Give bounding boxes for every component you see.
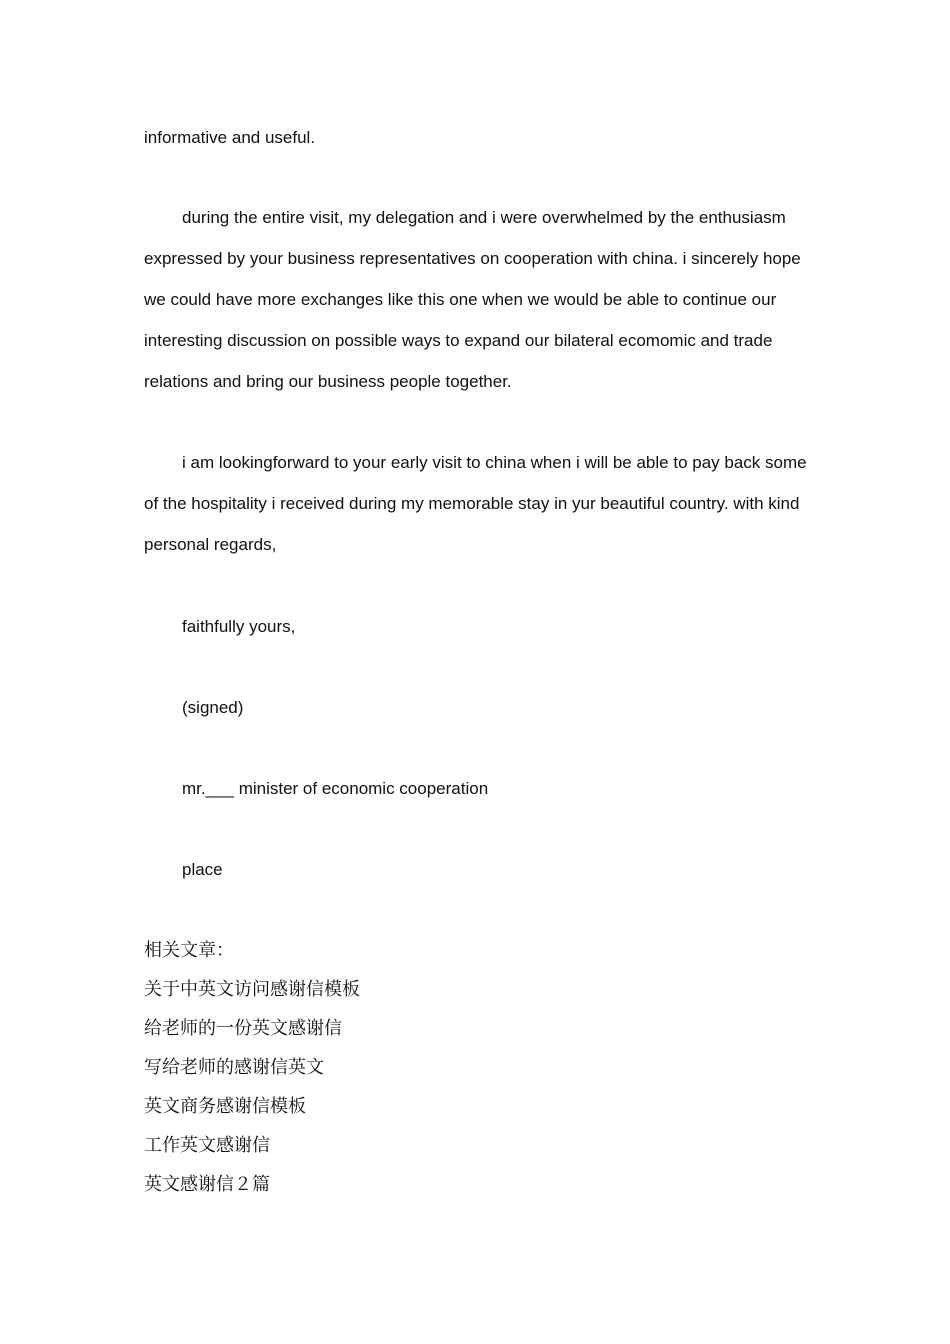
related-article-link[interactable]: 英文商务感谢信模板 [144, 1096, 306, 1117]
related-article-link[interactable]: 写给老师的感谢信英文 [144, 1057, 324, 1078]
related-article-link[interactable]: 给老师的一份英文感谢信 [144, 1018, 342, 1039]
related-article-link[interactable]: 工作英文感谢信 [144, 1135, 270, 1156]
related-article-link[interactable]: 英文感谢信２篇 [144, 1174, 270, 1195]
signer-line: mr.___ minister of economic cooperation [182, 779, 489, 798]
closing-line: faithfully yours, [182, 617, 296, 636]
related-articles-heading: 相关文章： [144, 940, 234, 961]
paragraph-looking-forward: i am lookingforward to your early visit to china when i will be able to pay back some of the hospitality i received during my memorable stay in yur beautiful country. with kind personal regards, [144, 453, 807, 554]
related-article-link[interactable]: 关于中英文访问感谢信模板 [144, 979, 360, 1000]
place-line: place [182, 860, 223, 879]
paragraph-visit: during the entire visit, my delegation and i were overwhelmed by the enthusiasm expressed by your business representatives on cooperation with china. i sincerely hope we could have more exchanges like this one when we would be able to continue our interesting discussion on possible ways to expand our bilateral ecomomic and trade relations and bring our business people together. [144, 208, 801, 391]
signed-line: (signed) [182, 698, 244, 717]
paragraph-informative: informative and useful. [144, 128, 316, 147]
